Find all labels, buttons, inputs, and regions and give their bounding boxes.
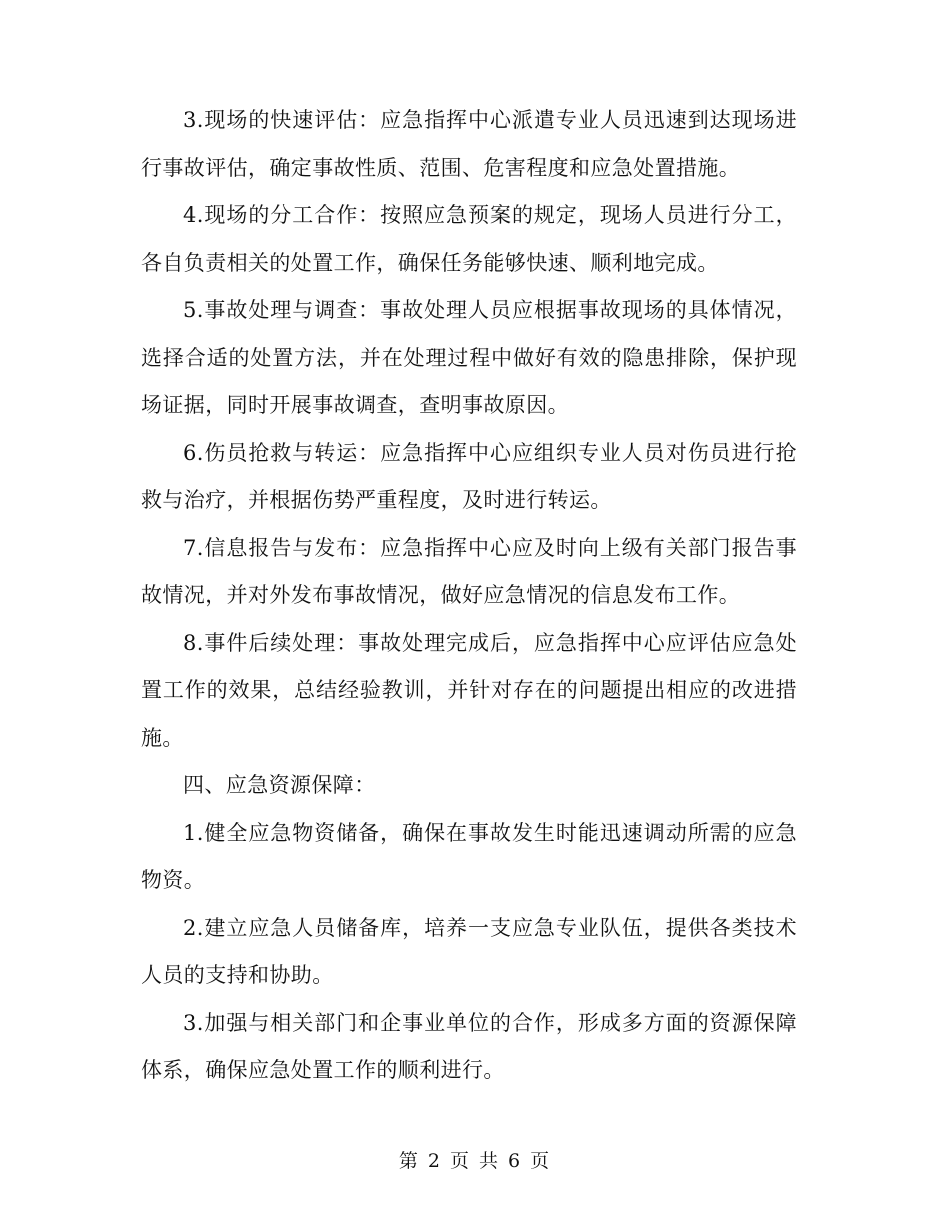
paragraph-handling-and-investigation: 5.事故处理与调查：事故处理人员应根据事故现场的具体情况，选择合适的处置方法，并在处理过程中做好有效的隐患排除，保护现场证据，同时开展事故调查，查明事故原因。 <box>141 298 797 417</box>
page-number-footer: 第 2 页 共 6 页 <box>398 1150 552 1172</box>
paragraph-follow-up-handling: 8.事件后续处理：事故处理完成后，应急指挥中心应评估应急处置工作的效果，总结经验教训，并针对存在的问题提出相应的改进措施。 <box>141 630 797 750</box>
paragraph-rescue-and-transfer: 6.伤员抢救与转运：应急指挥中心应组织专业人员对伤员进行抢救与治疗，并根据伤势严重程度，及时进行转运。 <box>141 440 797 512</box>
section-heading-resource-support: 四、应急资源保障： <box>183 773 376 797</box>
document-body <box>141 97 797 1095</box>
paragraph-division-of-labor: 4.现场的分工合作：按照应急预案的规定，现场人员进行分工，各自负责相关的处置工作，确保任务能够快速、顺利地完成。 <box>141 203 797 275</box>
paragraph-personnel-reserves: 2.建立应急人员储备库，培养一支应急专业队伍，提供各类技术人员的支持和协助。 <box>141 915 797 987</box>
paragraph-on-site-assessment: 3.现场的快速评估：应急指挥中心派遣专业人员迅速到达现场进行事故评估，确定事故性质、范围、危害程度和应急处置措施。 <box>141 108 797 180</box>
paragraph-material-reserves: 1.健全应急物资储备，确保在事故发生时能迅速调动所需的应急物资。 <box>141 820 797 892</box>
paragraph-cooperation: 3.加强与相关部门和企事业单位的合作，形成多方面的资源保障体系，确保应急处置工作的顺利进行。 <box>141 1010 797 1082</box>
paragraph-information-reporting: 7.信息报告与发布：应急指挥中心应及时向上级有关部门报告事故情况，并对外发布事故情况，做好应急情况的信息发布工作。 <box>141 535 797 607</box>
